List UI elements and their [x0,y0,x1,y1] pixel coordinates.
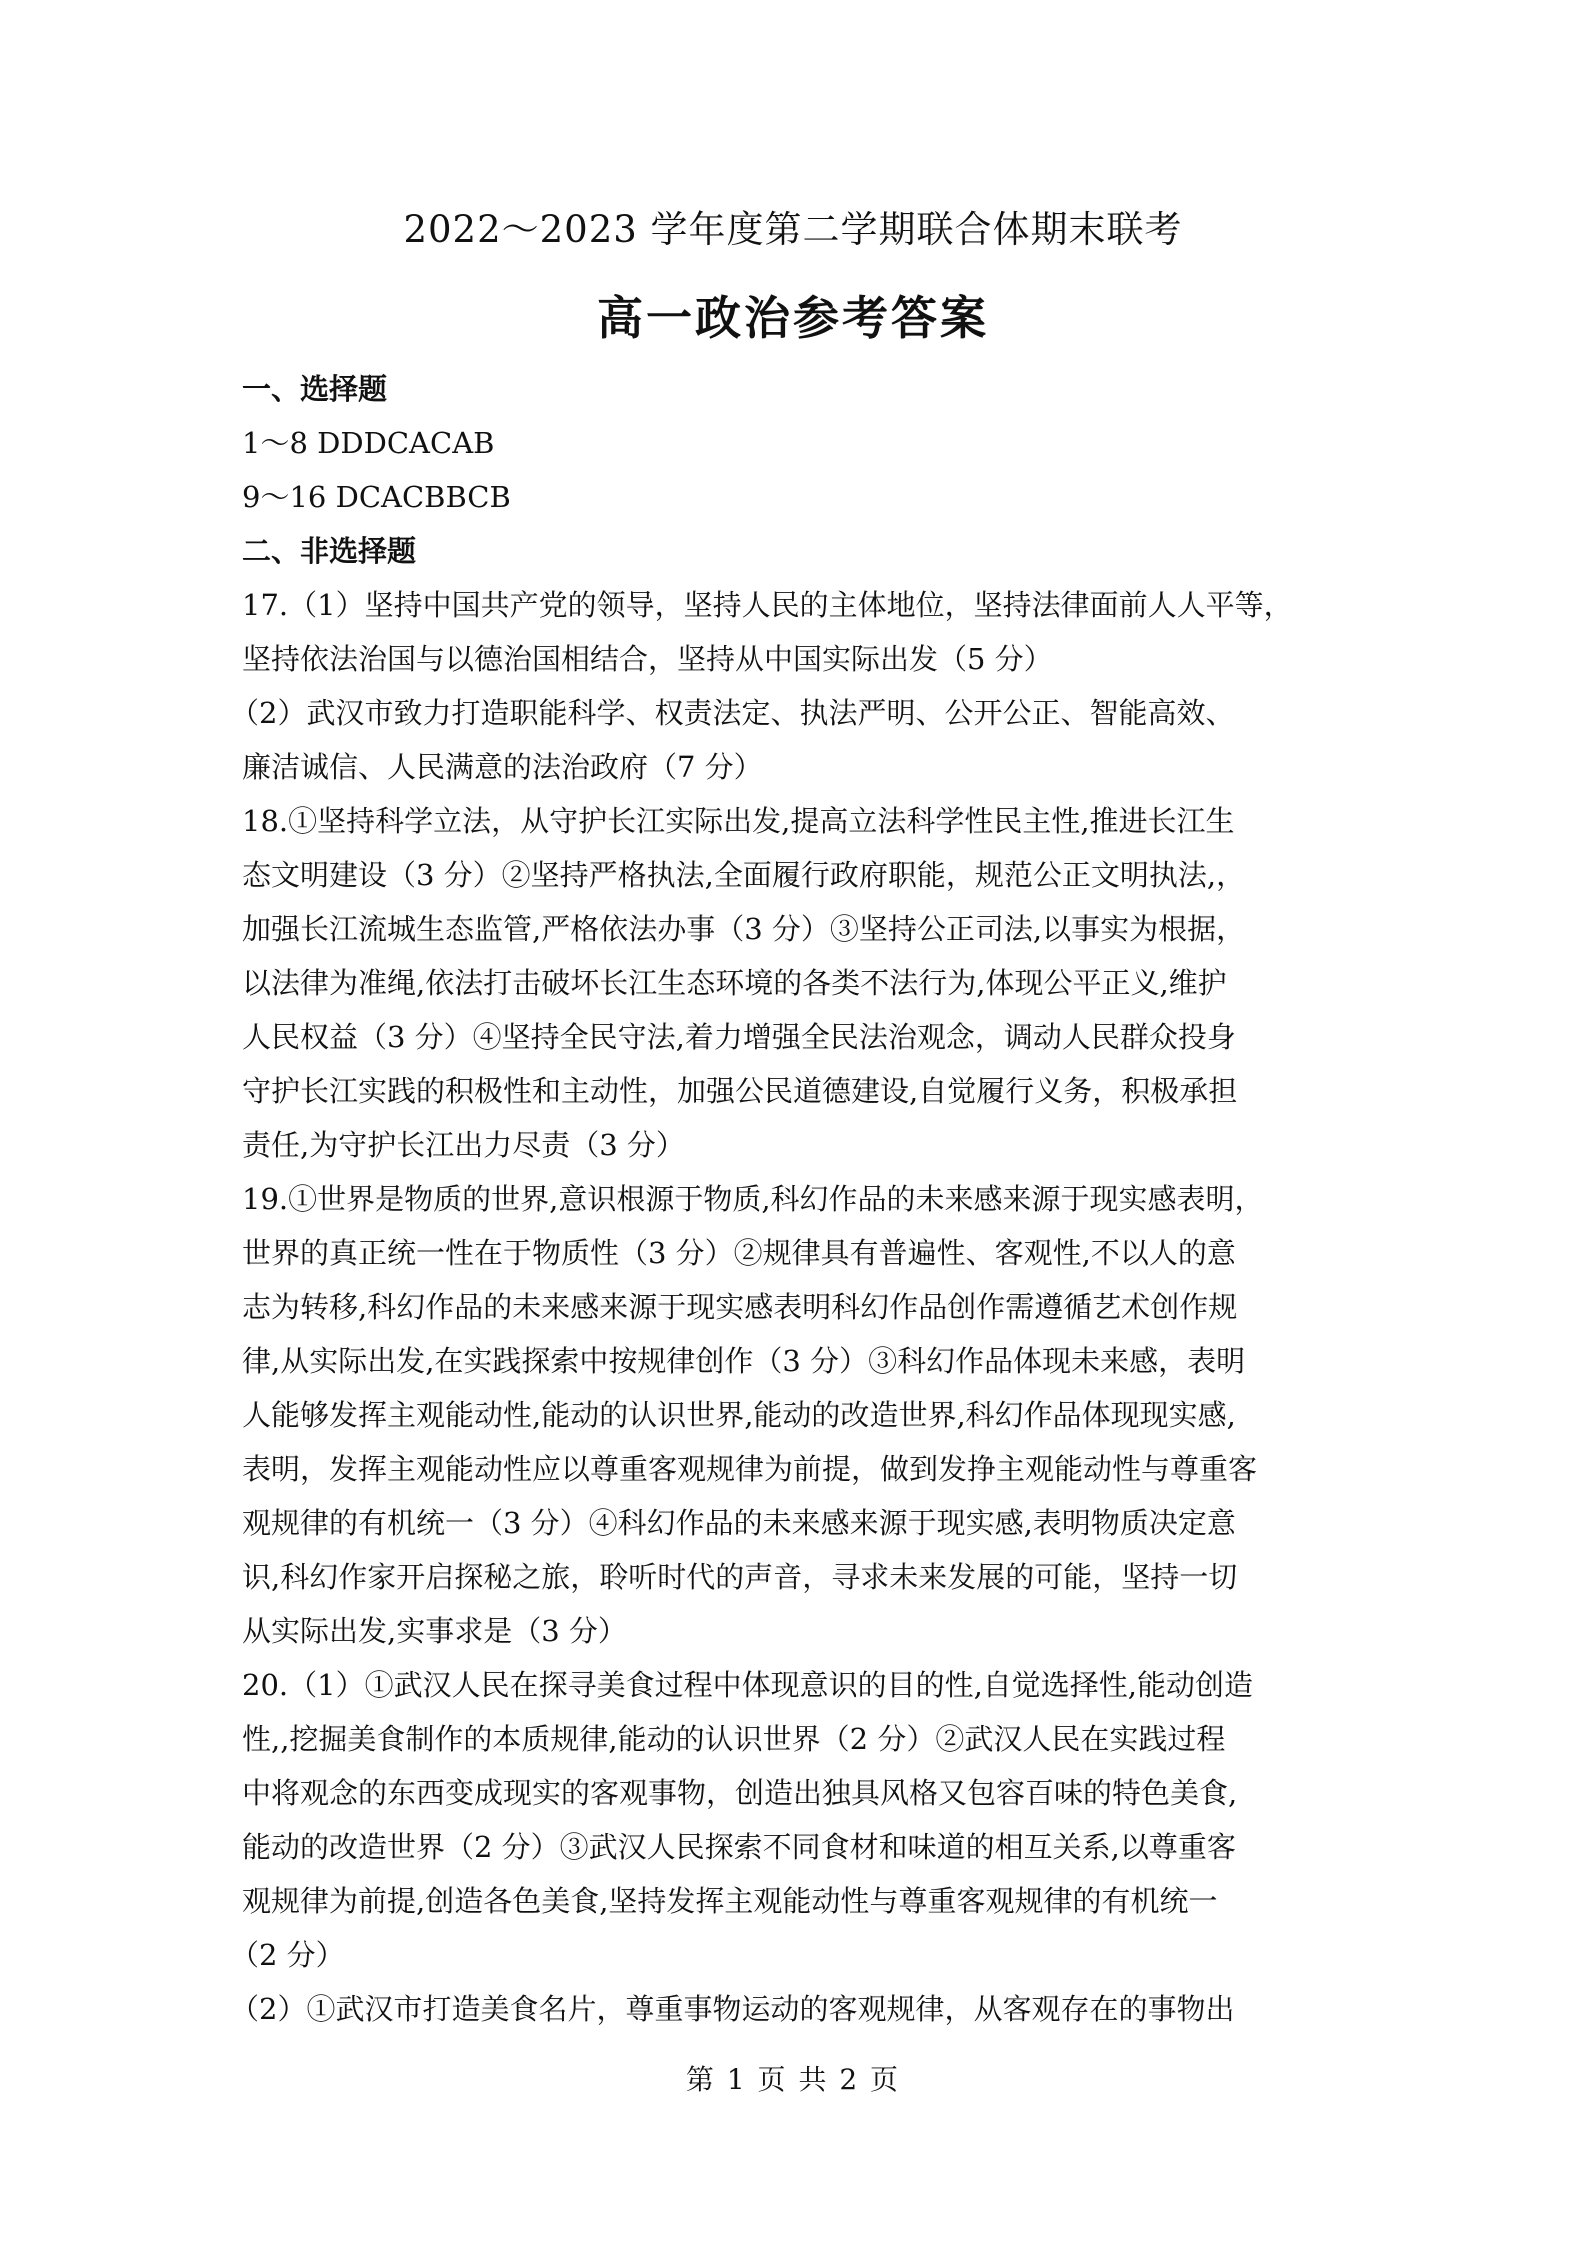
answer-line: 廉洁诚信、人民满意的法治政府（7 分） [242,750,763,784]
answer-line: 表明，发挥主观能动性应以尊重客观规律为前提，做到发挣主观能动性与尊重客 [242,1452,1258,1486]
answer-line: 人能够发挥主观能动性,能动的认识世界,能动的改造世界,科幻作品体现现实感, [242,1398,1236,1432]
answer-line: 律,从实际出发,在实践探索中按规律创作（3 分）③科幻作品体现未来感，表明 [242,1344,1246,1378]
answer-line: 世界的真正统一性在于物质性（3 分）②规律具有普遍性、客观性,不以人的意 [242,1236,1236,1270]
answer-line: 18.①坚持科学立法，从守护长江实际出发,提高立法科学性民主性,推进长江生 [242,804,1235,838]
answer-line: 守护长江实践的积极性和主动性，加强公民道德建设,自觉履行义务，积极承担 [242,1074,1238,1108]
section-heading-multiple-choice: 一、选择题 [242,372,388,406]
answer-line: 性,,挖掘美食制作的本质规律,能动的认识世界（2 分）②武汉人民在实践过程 [242,1722,1226,1756]
page-footer: 第 1 页 共 2 页 [685,2063,901,2096]
answer-line: 以法律为准绳,依法打击破坏长江生态环境的各类不法行为,体现公平正义,维护 [242,966,1227,1000]
answer-line: （2）武汉市致力打造职能科学、权责法定、执法严明、公开公正、智能高效、 [230,696,1235,730]
answer-line: 1～8 DDDCACAB [242,426,495,460]
answer-line: 中将观念的东西变成现实的客观事物，创造出独具风格又包容百味的特色美食, [242,1776,1238,1810]
answer-line: 能动的改造世界（2 分）③武汉人民探索不同食材和味道的相互关系,以尊重客 [242,1830,1236,1864]
answer-line: 20.（1）①武汉人民在探寻美食过程中体现意识的目的性,自觉选择性,能动创造 [242,1668,1254,1702]
answer-line: （2）①武汉市打造美食名片，尊重事物运动的客观规律，从客观存在的事物出 [230,1992,1235,2026]
answer-line: 17.（1）坚持中国共产党的领导，坚持人民的主体地位，坚持法律面前人人平等， [242,588,1293,622]
answer-line: 观规律为前提,创造各色美食,坚持发挥主观能动性与尊重客观规律的有机统一 [242,1884,1218,1918]
answer-line: 9～16 DCACBBCB [242,480,511,514]
answer-line: 坚持依法治国与以德治国相结合，坚持从中国实际出发（5 分） [242,642,1053,676]
exam-title: 2022～2023 学年度第二学期联合体期末联考 [403,208,1183,251]
answer-line: 观规律的有机统一（3 分）④科幻作品的未来感来源于现实感,表明物质决定意 [242,1506,1236,1540]
answer-content [230,362,1352,2036]
answer-line: 人民权益（3 分）④坚持全民守法,着力增强全民法治观念，调动人民群众投身 [242,1020,1236,1054]
answer-line: 从实际出发,实事求是（3 分） [242,1614,627,1648]
document-title: 高一政治参考答案 [597,291,989,345]
answer-line: 志为转移,科幻作品的未来感来源于现实感表明科幻作品创作需遵循艺术创作规 [242,1290,1238,1324]
section-heading-open-questions: 二、非选择题 [242,534,417,568]
answer-line: 识,科幻作家开启探秘之旅，聆听时代的声音，寻求未来发展的可能，坚持一切 [242,1560,1238,1594]
answer-line: 加强长江流城生态监管,严格依法办事（3 分）③坚持公正司法,以事实为根据， [242,912,1246,946]
answer-line: （2 分） [230,1938,345,1972]
answer-line: 19.①世界是物质的世界,意识根源于物质,科幻作品的未来感来源于现实感表明， [242,1182,1264,1216]
answer-line: 态文明建设（3 分）②坚持严格执法,全面履行政府职能，规范公正文明执法,， [242,858,1246,892]
answer-line: 责任,为守护长江出力尽责（3 分） [242,1128,685,1162]
